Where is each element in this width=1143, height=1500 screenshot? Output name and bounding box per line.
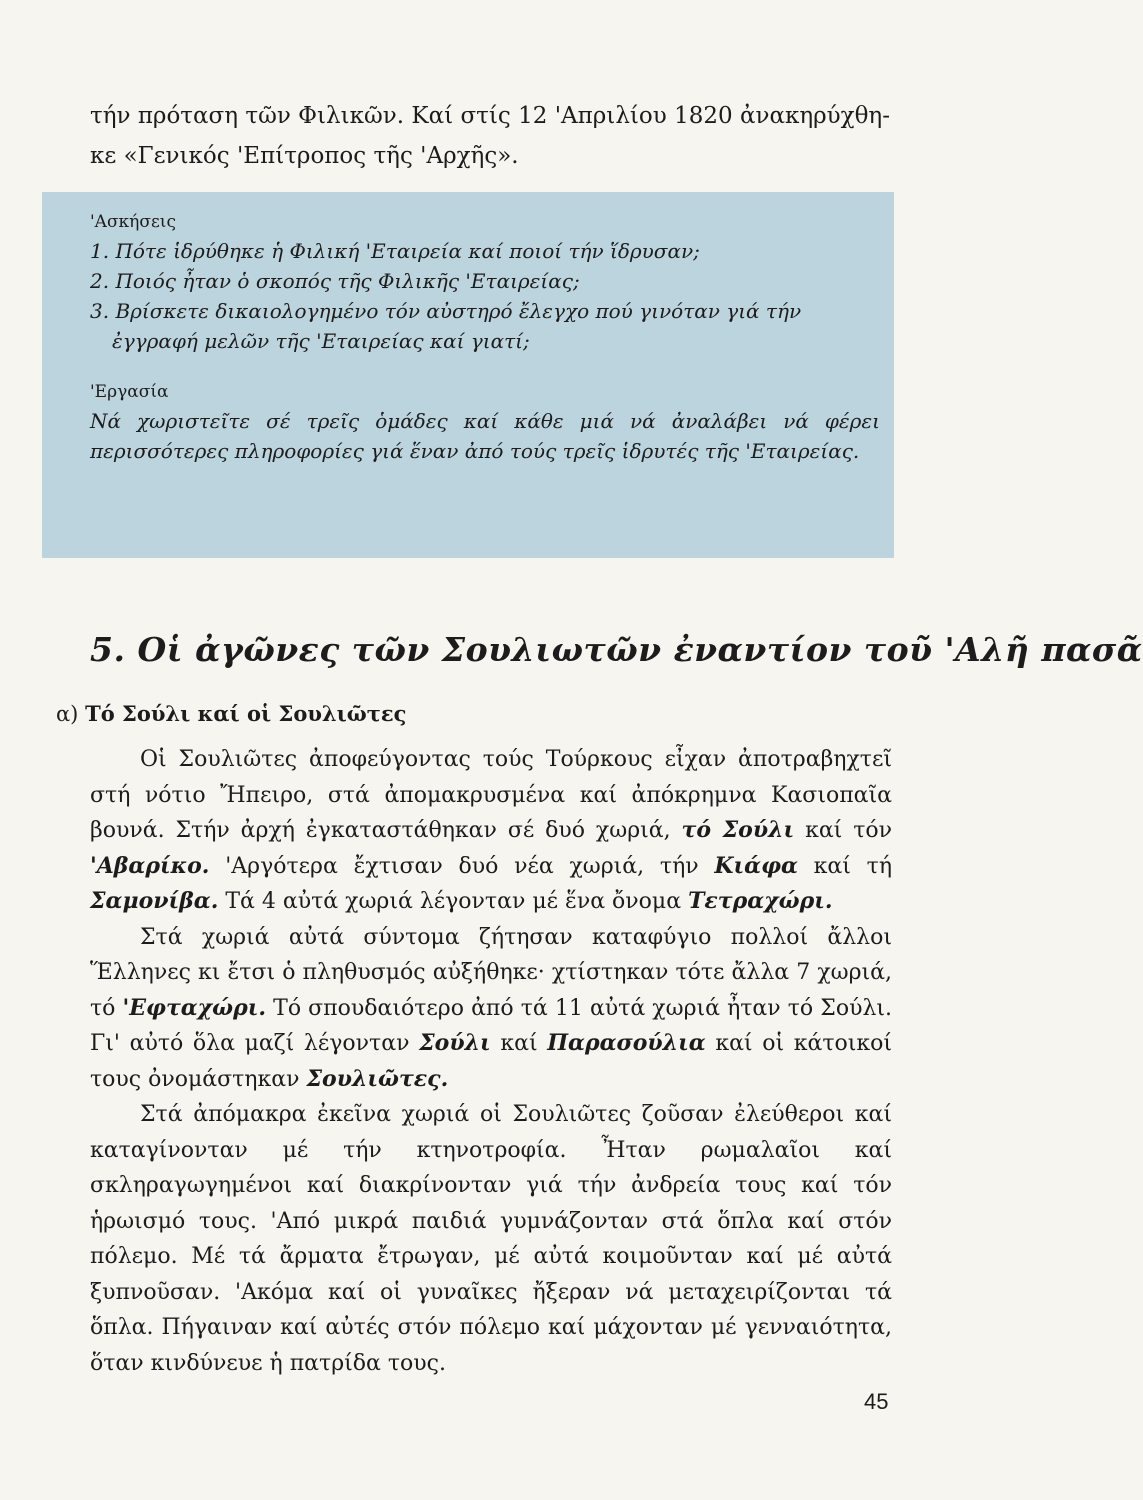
- intro-line-2: κε «Γενικός 'Επίτροπος τῆς 'Αρχῆς».: [90, 143, 519, 169]
- term-parasoulia: Παρασούλια: [547, 1030, 706, 1056]
- term-souli: Σούλι: [419, 1030, 491, 1056]
- place-kiafa: Κιάφα: [714, 852, 798, 879]
- p2-text-a: Στά χωριά αὐτά σύντομα ζήτησαν καταφύγιο πολλοί ἄλλοι Ἕλληνες κι ἔτσι ὁ πληθυσμός αὐξήθηκε· χτίστηκαν τότε ἄλλα 7 χωριά, τό: [90, 924, 892, 1021]
- section-title: 5. Οἱ ἀγῶνες τῶν Σουλιωτῶν ἐναντίον τοῦ 'Αλῆ πασᾶ: [90, 630, 1143, 669]
- paragraph-3: Στά ἀπόμακρα ἐκεῖνα χωριά οἱ Σουλιῶτες ζοῦσαν ἐλεύθεροι καί καταγίνονταν μέ τήν κτηνοτροφία. Ἦταν ρωμαλαῖοι καί σκληραγωγημένοι καί διακρίνονταν γιά τήν ἀνδρεία τους καί τόν ἡρωισμό τους. 'Από μικρά παιδιά γυμνάζονταν στά ὅπλα καί στόν πόλεμο. Μέ τά ἄρματα ἔτρωγαν, μέ αὐτά κοιμοῦνταν καί μέ αὐτά ξυπνοῦσαν. 'Ακόμα καί οἱ γυναῖκες ἤξεραν νά μεταχειρίζονται τά ὅπλα. Πήγαιναν καί αὐτές στόν πόλεμο καί μάχονταν μέ γενναιότητα, ὅταν κινδύνευε ἡ πατρίδα τους.: [90, 1102, 892, 1376]
- body-text: [90, 742, 892, 1381]
- p2-text-e: καί: [500, 1031, 538, 1056]
- term-tetrachori: Τετραχώρι.: [688, 888, 833, 914]
- p1-text-e: 'Αργότερα ἔχτισαν δυό νέα χωριά, τήν: [225, 853, 699, 879]
- exercise-question-1: 1. Πότε ἱδρύθηκε ἡ Φιλική 'Εταιρεία καί ποιοί τήν ἵδρυσαν;: [90, 239, 700, 263]
- work-text: Νά χωριστεῖτε σέ τρεῖς ὁμάδες καί κάθε μιά νά ἀναλάβει νά φέρει περισσότερες πληροφορίες γιά ἕναν ἀπό τούς τρεῖς ἱδρυτές τῆς 'Εταιρείας.: [90, 409, 880, 463]
- paragraph-1: [90, 742, 892, 920]
- exercise-question-3-line-1: 3. Βρίσκετε δικαιολογημένο τόν αὐστηρό ἔλεγχο πού γινόταν γιά τήν: [90, 299, 802, 323]
- p1-text-c: καί τόν: [805, 818, 893, 843]
- subsection-heading: [56, 698, 406, 730]
- p1-text-g: καί τή: [813, 853, 893, 879]
- subsection-title: Τό Σούλι καί οἱ Σουλιῶτες: [85, 701, 407, 726]
- exercises-box: [42, 192, 894, 558]
- exercise-question-3-line-2: ἐγγραφή μελῶν τῆς 'Εταιρείας καί γιατί;: [112, 329, 530, 353]
- p1-text-a: Οἱ Σουλιῶτες ἀποφεύγοντας τούς Τούρκους εἶχαν ἀποτραβηχτεῖ στή νότιο Ἤπειρο, στά ἀπομακρυσμένα καί ἀπόκρημνα Κασιοπαῖα βουνά. Στήν ἀρχή ἐγκαταστάθηκαν σέ δυό χωριά,: [90, 747, 892, 843]
- place-samoniva: Σαμονίβα.: [90, 888, 219, 914]
- paragraph-2: [90, 920, 892, 1098]
- exercises-heading: 'Ασκήσεις: [90, 212, 176, 232]
- intro-line-1: τήν πρόταση τῶν Φιλικῶν. Καί στίς 12 'Απριλίου 1820 ἀνακηρύχθη-: [90, 103, 890, 129]
- intro-paragraph: [90, 96, 890, 176]
- p2-text-c: Τό σπουδαιότερο ἀπό τά 11 αὐτά χωριά ἦταν τό Σούλι. Γι' αὐτό ὅλα μαζί λέγονταν: [90, 995, 893, 1056]
- exercise-question-2: 2. Ποιός ἦταν ὁ σκοπός τῆς Φιλικῆς 'Εταιρείας;: [90, 269, 580, 293]
- work-heading: 'Εργασία: [90, 382, 169, 402]
- term-souliotes: Σουλιῶτες.: [306, 1065, 449, 1092]
- p2-text-g: καί οἱ κάτοικοί τους ὀνομάστηκαν: [90, 1031, 892, 1092]
- page-number: 45: [864, 1389, 889, 1414]
- subsection-label: α): [56, 702, 79, 726]
- p1-text-i: Τά 4 αὐτά χωριά λέγονταν μέ ἕνα ὄνομα: [225, 889, 682, 914]
- place-souli: τό Σούλι: [681, 817, 795, 843]
- term-eftachori: 'Εφταχώρι.: [122, 994, 267, 1021]
- place-avariko: 'Αβαρίκο.: [90, 852, 210, 879]
